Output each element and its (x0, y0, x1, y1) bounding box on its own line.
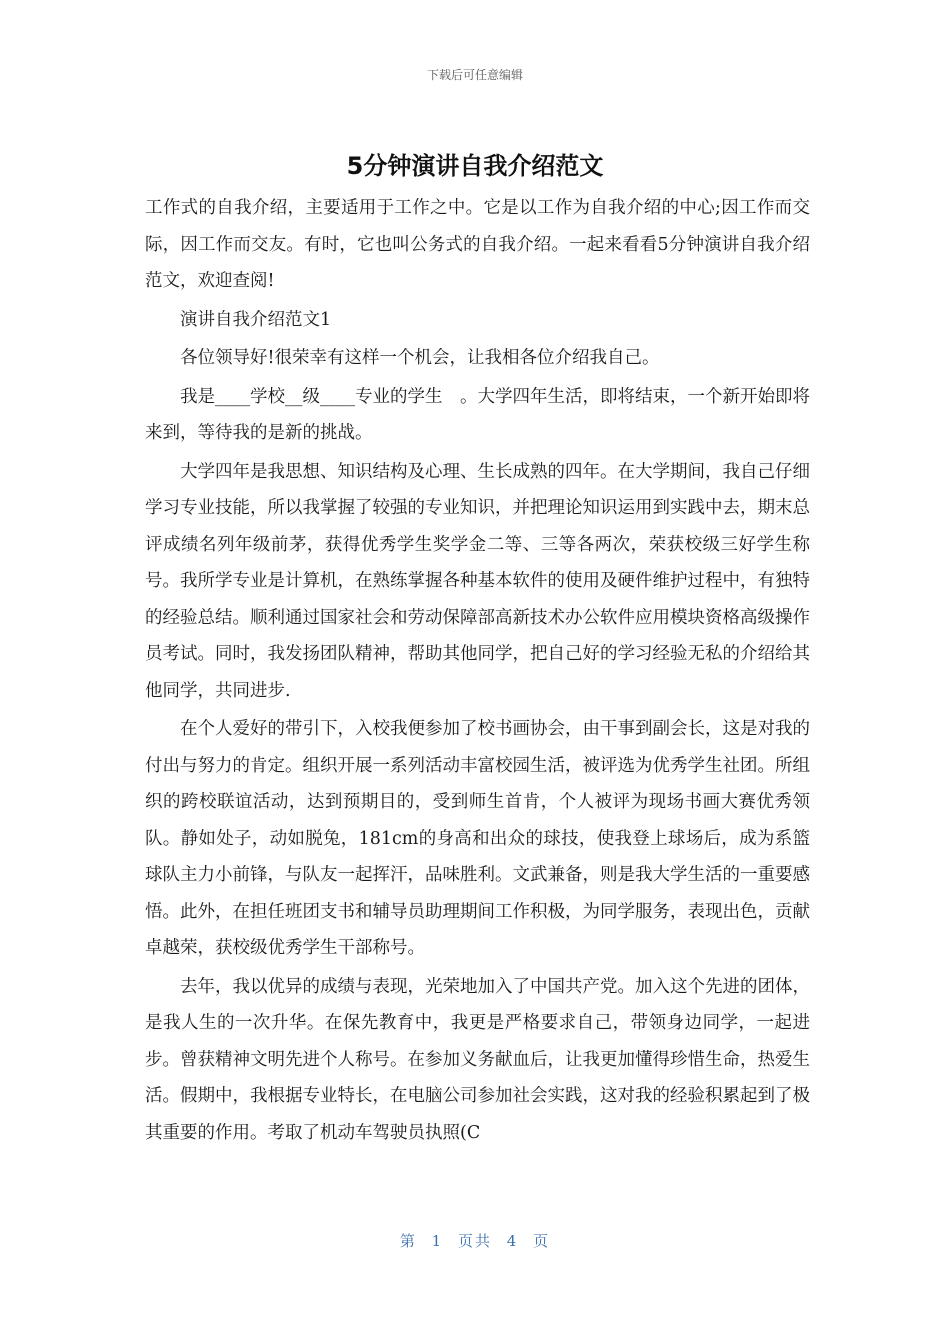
document-body (145, 190, 810, 1151)
intro-paragraph: 工作式的自我介绍，主要适用于工作之中。它是以工作为自我介绍的中心;因工作而交际，因工作而交友。有时，它也叫公务式的自我介绍。一起来看看5分钟演讲自我介绍范文，欢迎查阅! (145, 198, 810, 291)
body-paragraph: 在个人爱好的带引下，入校我便参加了校书画协会，由干事到副会长，这是对我的付出与努力的肯定。组织开展一系列活动丰富校园生活，被评选为优秀学生社团。所组织的跨校联谊活动，达到预期目的，受到师生首肯，个人被评为现场书画大赛优秀领队。静如处子，动如脱兔，181cm的身高和出众的球技，使我登上球场后，成为系篮球队主力小前锋，与队友一起挥汗，品味胜利。文武兼备，则是我大学生活的一重要感悟。此外，在担任班团支书和辅导员助理期间工作积极，为同学服务，表现出色，贡献卓越荣，获校级优秀学生干部称号。 (145, 719, 810, 958)
body-paragraph: 各位领导好!很荣幸有这样一个机会，让我相各位介绍我自己。 (180, 348, 660, 368)
body-paragraph: 去年，我以优异的成绩与表现，光荣地加入了中国共产党。加入这个先进的团体，是我人生的一次升华。在保先教育中，我更是严格要求自己，带领身边同学，一起进步。曾获精神文明先进个人称号。在参加义务献血后，让我更加懂得珍惜生命，热爱生活。假期中，我根据专业特长，在电脑公司参加社会实践，这对我的经验积累起到了极其重要的作用。考取了机动车驾驶员执照(C (145, 976, 810, 1143)
section-heading: 演讲自我介绍范文1 (180, 309, 332, 330)
body-paragraph: 我是____学校__级____专业的学生 。大学四年生活，即将结束，一个新开始即将来到，等待我的是新的挑战。 (145, 386, 810, 443)
page-number-indicator: 第 1 页共 4 页 (399, 1232, 551, 1250)
body-paragraph: 大学四年是我思想、知识结构及心理、生长成熟的四年。在大学期间，我自己仔细学习专业技能，所以我掌握了较强的专业知识，并把理论知识运用到实践中去，期末总评成绩名列年级前茅，获得优秀学生奖学金二等、三等各两次，荣获校级三好学生称号。我所学专业是计算机，在熟练掌握各种基本软件的使用及硬件维护过程中，有独特的经验总结。顺利通过国家社会和劳动保障部高新技术办公软件应用模块资格高级操作员考试。同时，我发扬团队精神，帮助其他同学，把自己好的学习经验无私的介绍给其他同学，共同进步. (145, 461, 810, 701)
page-header-note: 下载后可任意编辑 (426, 68, 523, 82)
document-title: 5分钟演讲自我介绍范文 (346, 152, 604, 180)
